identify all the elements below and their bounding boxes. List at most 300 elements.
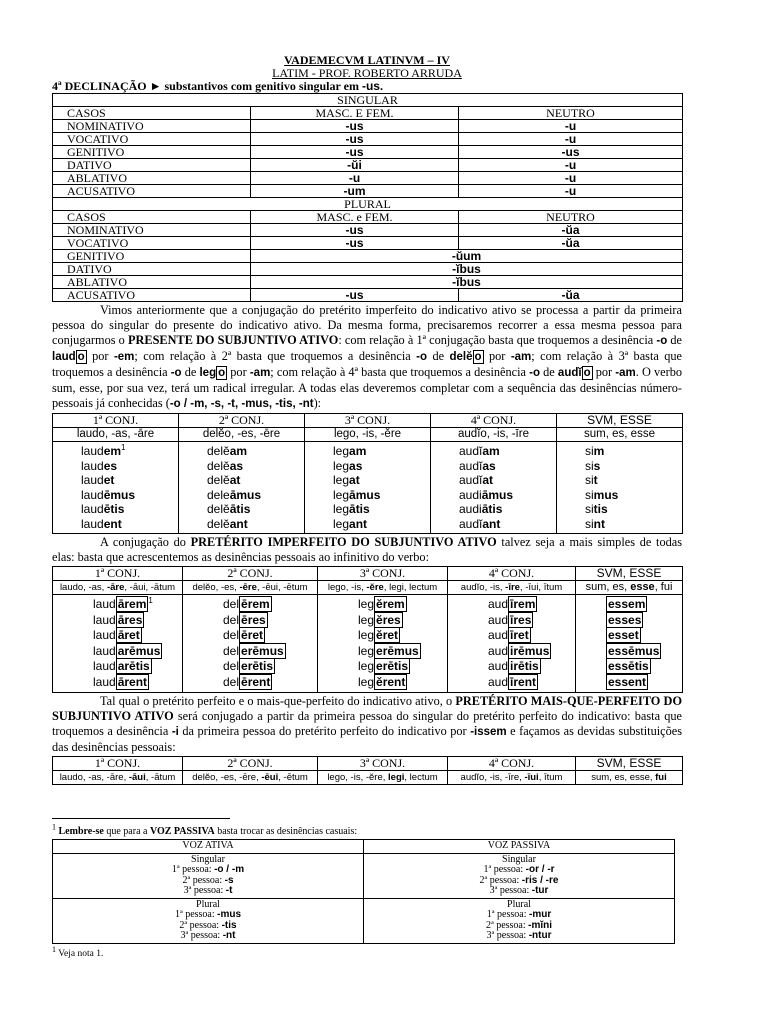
verb-stem: leg	[358, 612, 375, 627]
person-label: 3ª pessoa:	[489, 885, 532, 896]
infinitive-ending: irēmus	[510, 643, 550, 658]
verb-stem: audĭ	[459, 444, 483, 458]
verb-stem: audi	[459, 487, 482, 502]
infinitive-ending: āret	[117, 628, 140, 642]
verb-stem: leg	[333, 516, 350, 531]
passive-plural-cell	[364, 898, 675, 943]
conjugation-header: 1ª CONJ.	[53, 414, 179, 428]
conjugation-forms-cell	[53, 442, 179, 534]
infinitive-ending: ēret	[241, 628, 264, 642]
infinitive-ending: arēmus	[117, 643, 161, 658]
principal-part-text: , lectum	[404, 772, 438, 783]
voice-endings-table	[52, 839, 675, 944]
verb-stem: laud	[93, 674, 116, 689]
verb-form	[585, 502, 682, 517]
conjugation-header: SVM, ESSE	[576, 567, 683, 581]
infinitive-ending: erēmus	[376, 643, 419, 658]
present-subjunctive-table	[52, 413, 683, 534]
verb-form	[585, 517, 682, 532]
verb-ending: as	[349, 458, 363, 473]
infinitive: -ēre	[239, 582, 257, 593]
gender-column-header: NEUTRO	[459, 107, 683, 120]
infinitive-ending: essēmus	[608, 643, 660, 658]
document-page	[52, 54, 682, 785]
principal-parts: delĕo, -es, -ēre	[179, 428, 305, 442]
infinitive-ending: ārent	[117, 674, 148, 689]
infinitive-ending: ārem	[117, 597, 147, 611]
infinitive-ending: ērem	[241, 597, 270, 611]
principal-part-text: , -ēui, -ētum	[256, 582, 308, 593]
active-plural-cell	[53, 898, 364, 943]
verb-ending: am	[229, 444, 248, 458]
verb-form	[223, 597, 317, 613]
verb-stem: leg	[333, 444, 350, 458]
infinitive-ending: erētis	[376, 659, 409, 673]
verb-ending: ātis	[481, 502, 503, 516]
ending-neuter: -u	[459, 159, 683, 172]
person-ending-line	[55, 931, 361, 942]
case-name: VOCATIVO	[53, 133, 251, 146]
verb-ending: am	[482, 444, 500, 458]
infinitive-ending: ĕret	[376, 628, 399, 642]
principal-part-text: lego, -is,	[327, 582, 367, 593]
verb-stem: leg	[358, 659, 375, 673]
verb-form	[93, 613, 182, 629]
conjugation-forms-cell	[53, 595, 183, 693]
declension-row	[53, 250, 683, 263]
infinitive-ending: īres	[510, 612, 532, 627]
verb-form	[459, 473, 556, 488]
conjugation-forms-cell	[318, 595, 448, 693]
verb-form	[488, 613, 575, 629]
ending-neuter: -ŭa	[459, 289, 683, 302]
conjugation-forms-cell	[557, 442, 683, 534]
verb-stem: laud	[93, 643, 116, 658]
infinitive-ending: ĕrem	[376, 597, 405, 611]
present-subjunctive-paragraph: Vimos anteriormente que a conjugação do pretérito imperfeito do indicativo ativo se processa a partir da primeira pessoa do singular do presente do indicativo ativo. Da mesma forma, precisaremos recorrer a essa mesma pessoa para conjugarmos o PRESENTE DO SUBJUNTIVO ATIVO: com relação à 1ª conjugação basta que troquemos a desinência -o de laud o por -em; com relação à 2ª basta que troquemos a desinência -o de delĕ o por -am; com relação à 3ª basta que troquemos a desinência -o de leg o por -am; com relação à 4ª basta que troquemos a desinência -o de audĭ o por -am. O verbo sum, esse, por sua vez, terá um radical irregular. A todas elas deveremos completar com a sequência das desinências número-pessoais já conhecidas (-o / -m, -s, -t, -mus, -tis, -nt):	[52, 303, 683, 410]
verb-stem: laud	[81, 516, 104, 531]
verb-form	[333, 444, 430, 459]
case-name: DATIVO	[53, 159, 251, 172]
person-ending-line	[366, 931, 672, 942]
number-label: Plural	[196, 898, 220, 910]
document-title: VADEMECVM LATINVM – IV	[284, 53, 450, 67]
conjugation-header: SVM, ESSE	[576, 757, 683, 771]
declension-row	[53, 185, 683, 198]
verb-ending: ant	[229, 516, 248, 531]
verb-form	[585, 473, 682, 488]
ending-masc-fem: -us	[251, 133, 459, 146]
principal-parts	[183, 581, 318, 595]
verb-stem: laud	[93, 612, 116, 627]
infinitive-ending: esses	[608, 612, 642, 627]
verb-stem: del	[223, 612, 240, 627]
verb-form	[333, 517, 430, 532]
declension-section-label: SINGULAR	[53, 94, 683, 107]
principal-part-text: delĕo, -es,	[192, 582, 240, 593]
principal-parts	[318, 581, 448, 595]
verb-form	[81, 502, 178, 517]
principal-parts	[576, 771, 683, 785]
conjugation-header: 3ª CONJ.	[318, 567, 448, 581]
verb-form	[459, 444, 556, 459]
verb-form	[606, 659, 682, 675]
case-name: NOMINATIVO	[53, 224, 251, 237]
conjugation-header: 2ª CONJ.	[183, 757, 318, 771]
verb-form	[207, 502, 304, 517]
ending-masc-fem: -ŭi	[251, 159, 459, 172]
passive-voice-header: VOZ PASSIVA	[364, 840, 675, 854]
declension-section-row	[53, 198, 683, 211]
verb-form	[459, 502, 556, 517]
verb-form	[585, 444, 682, 459]
active-voice-header: VOZ ATIVA	[53, 840, 364, 854]
verb-stem: audĭ	[459, 516, 483, 531]
verb-stem: aud	[488, 659, 509, 673]
case-name: ACUSATIVO	[53, 185, 251, 198]
person-ending: -ris / -re	[521, 874, 559, 886]
verb-ending: āmus	[229, 487, 262, 502]
person-ending: -tur	[531, 885, 549, 896]
declension-row	[53, 120, 683, 133]
verb-ending: ātis	[349, 502, 370, 516]
verb-form	[223, 675, 317, 691]
principal-part-text: audĭo, -is,	[460, 582, 506, 593]
conjugation-forms-cell	[448, 595, 576, 693]
principal-parts: sum, es, esse	[557, 428, 683, 442]
verb-form	[358, 675, 447, 691]
verb-ending: ant	[482, 516, 501, 531]
verb-form	[93, 597, 182, 613]
person-ending: -ntur	[528, 930, 552, 941]
case-name: DATIVO	[53, 263, 251, 276]
principal-parts: laudo, -as, -āre	[53, 428, 179, 442]
case-name: ACUSATIVO	[53, 289, 251, 302]
passive-singular-cell	[364, 853, 675, 898]
verb-form	[93, 628, 182, 644]
infinitive-ending: essem	[608, 597, 646, 611]
conjugation-forms-cell	[183, 595, 318, 693]
principal-part-text: , -īui, ītum	[519, 582, 563, 593]
verb-form	[93, 659, 182, 675]
footnote-ref: 1	[148, 596, 153, 605]
verb-ending: tis	[593, 502, 608, 516]
verb-ending: s	[593, 458, 601, 473]
person-label: 1ª pessoa:	[483, 864, 526, 875]
verb-stem: delĕ	[207, 458, 230, 473]
verb-form	[358, 613, 447, 629]
verb-ending: āmus	[349, 487, 381, 502]
declension-row	[53, 263, 683, 276]
verb-form	[207, 473, 304, 488]
verb-form	[223, 659, 317, 675]
conjugation-header: 3ª CONJ.	[318, 757, 448, 771]
principal-parts	[576, 581, 683, 595]
person-ending: -t	[225, 885, 233, 896]
ending-all-genders: -ŭum	[251, 250, 683, 263]
declension-row	[53, 133, 683, 146]
verb-stem: audĭ	[459, 458, 483, 473]
ending-masc-fem: -u	[251, 172, 459, 185]
infinitive-ending: ērent	[241, 674, 271, 689]
principal-parts	[53, 581, 183, 595]
infinitive-ending: essent	[608, 674, 647, 689]
verb-form	[333, 488, 430, 503]
conjugation-forms-cell	[431, 442, 557, 534]
perfect-form: -īui	[524, 772, 539, 783]
ending-masc-fem: -us	[251, 224, 459, 237]
verb-stem: si	[585, 458, 594, 473]
conjugation-header: 4ª CONJ.	[448, 757, 576, 771]
verb-stem: leg	[358, 597, 375, 611]
person-label: 3ª pessoa:	[486, 930, 529, 941]
case-name: ABLATIVO	[53, 172, 251, 185]
verb-stem: aud	[488, 643, 509, 658]
infinitive-ending: ĕrent	[376, 674, 406, 689]
person-label: 3ª pessoa:	[183, 885, 226, 896]
principal-parts	[183, 771, 318, 785]
verb-stem: laud	[93, 597, 116, 611]
verb-ending: m	[593, 444, 605, 458]
ending-masc-fem: -us	[251, 146, 459, 159]
principal-part-text: , -ētum	[278, 772, 308, 783]
imperfect-subjunctive-table	[52, 566, 683, 693]
infinitive-ending: īret	[510, 628, 529, 642]
verb-form	[358, 628, 447, 644]
principal-parts: lego, -is, -ĕre	[305, 428, 431, 442]
infinitive-ending: ĕres	[376, 612, 401, 627]
principal-part-text: , -āui, -ātum	[124, 582, 176, 593]
verb-form	[488, 675, 575, 691]
person-label: 2ª pessoa:	[485, 919, 529, 931]
verb-ending: at	[482, 473, 494, 487]
person-ending: -mĭni	[528, 919, 553, 931]
verb-stem: laud	[93, 628, 116, 642]
case-name: NOMINATIVO	[53, 120, 251, 133]
verb-stem: si	[585, 516, 594, 531]
case-name: VOCATIVO	[53, 237, 251, 250]
ending-masc-fem: -us	[251, 120, 459, 133]
conjugation-forms-cell	[179, 442, 305, 534]
footnote	[52, 822, 682, 944]
declension-table	[52, 93, 683, 302]
verb-form	[81, 459, 178, 474]
declension-row	[53, 159, 683, 172]
verb-form	[93, 644, 182, 660]
verb-stem: laud	[81, 473, 104, 487]
infinitive-ending: esset	[608, 628, 639, 642]
casos-header: CASOS	[53, 211, 251, 224]
verb-form	[223, 613, 317, 629]
person-ending: -nt	[222, 930, 236, 941]
principal-part-text: sum, es, esse,	[591, 772, 656, 783]
verb-stem: leg	[333, 458, 350, 473]
verb-stem: leg	[333, 502, 350, 516]
verb-ending: ēmus	[103, 487, 136, 502]
verb-form	[333, 473, 430, 488]
gender-column-header: MASC. E FEM.	[251, 107, 459, 120]
infinitive: -īre	[505, 582, 520, 593]
principal-part-text: lego, -is, -ĕre,	[327, 772, 389, 783]
conjugation-forms-cell	[576, 595, 683, 693]
case-name: GENITIVO	[53, 146, 251, 159]
person-ending: -tis	[221, 919, 237, 931]
verb-stem: del	[223, 643, 240, 658]
verb-form	[459, 459, 556, 474]
conjugation-header: 4ª CONJ.	[448, 567, 576, 581]
person-label: 2ª pessoa:	[179, 919, 222, 931]
verb-ending: mus	[593, 487, 619, 502]
verb-stem: aud	[488, 674, 509, 689]
verb-ending: āmus	[481, 487, 514, 502]
infinitive-ending: īrent	[510, 674, 537, 689]
declension-column-header-row	[53, 107, 683, 120]
infinitive: -āre	[106, 582, 125, 593]
perfect-form: fui	[655, 772, 667, 783]
perfect-form: -ēui	[261, 772, 279, 783]
footnote-ref: 1	[121, 443, 126, 452]
conjugation-header: 4ª CONJ.	[431, 414, 557, 428]
person-ending-line	[55, 886, 361, 897]
verb-stem: laud	[81, 444, 104, 458]
person-label: 2ª pessoa:	[182, 874, 225, 886]
verb-stem: aud	[488, 628, 509, 642]
footnote-separator	[52, 818, 230, 819]
conjugation-header: 2ª CONJ.	[183, 567, 318, 581]
person-ending: -or / -r	[525, 864, 555, 875]
verb-stem: leg	[333, 473, 350, 487]
verb-ending: nt	[593, 516, 605, 531]
gender-column-header: MASC. e FEM.	[251, 211, 459, 224]
active-singular-cell	[53, 853, 364, 898]
person-ending-line	[366, 886, 672, 897]
verb-form	[459, 517, 556, 532]
verb-ending: ētis	[103, 502, 125, 516]
declension-section-row	[53, 94, 683, 107]
ending-neuter: -u	[459, 133, 683, 146]
principal-part-text: , fui	[654, 581, 673, 593]
verb-stem: del	[223, 674, 240, 689]
ending-masc-fem: -us	[251, 289, 459, 302]
principal-part-text: audĭo, -is, -īre,	[460, 772, 525, 783]
verb-form	[223, 628, 317, 644]
verb-ending: et	[103, 473, 115, 487]
verb-form	[488, 644, 575, 660]
verb-form	[459, 488, 556, 503]
principal-parts: audĭo, -is, -īre	[431, 428, 557, 442]
verb-stem: del	[223, 659, 240, 673]
principal-parts	[448, 581, 576, 595]
declension-section-label: PLURAL	[53, 198, 683, 211]
verb-form	[488, 659, 575, 675]
verb-form	[585, 488, 682, 503]
verb-ending: as	[229, 458, 244, 473]
verb-ending: ent	[103, 516, 122, 531]
infinitive-ending: ēres	[241, 612, 266, 627]
verb-stem: del	[223, 628, 240, 642]
verb-form	[207, 444, 304, 459]
ending-all-genders: -ĭbus	[251, 276, 683, 289]
infinitive-ending: irētis	[510, 659, 539, 673]
declension-row	[53, 172, 683, 185]
pluperfect-subjunctive-table	[52, 756, 683, 785]
case-name: ABLATIVO	[53, 276, 251, 289]
verb-stem: leg	[333, 487, 350, 502]
verb-ending: t	[593, 473, 598, 487]
verb-form	[606, 613, 682, 629]
ending-neuter: -u	[459, 120, 683, 133]
verb-stem: si	[585, 487, 594, 502]
verb-form	[606, 597, 682, 613]
person-ending: -s	[224, 874, 234, 886]
infinitive-ending: āres	[117, 612, 143, 627]
footnote-text: $^1$ Lembre-se que para a VOZ PASSIVA basta trocar as desinências casuais:	[52, 822, 358, 837]
verb-form	[606, 675, 682, 691]
verb-form	[207, 488, 304, 503]
verb-form	[488, 597, 575, 613]
number-label: Singular	[191, 853, 225, 865]
imperfect-subjunctive-paragraph: A conjugação do PRETÉRITO IMPERFEITO DO SUBJUNTIVO ATIVO talvez seja a mais simples de todas elas: basta que acrescentemos as desinências pessoais ao infinitivo do verbo:	[52, 535, 682, 564]
infinitive-ending: erēmus	[241, 643, 284, 658]
pluperfect-subjunctive-paragraph: Tal qual o pretérito perfeito e o mais-que-perfeito do indicativo ativo, o PRETÉRITO MAIS-QUE-PERFEITO DO SUBJUNTIVO ATIVO será conjugado a partir da primeira pessoa do singular do pretérito perfeito do indicativo: basta que troquemos a desinência -i da primeira pessoa do pretérito perfeito do indicativo por -issem e façamos as devidas substituições das desinências pessoais:	[52, 694, 683, 754]
verb-form	[358, 644, 447, 660]
verb-stem: si	[585, 444, 594, 458]
verb-form	[207, 459, 304, 474]
person-ending: -mus	[217, 909, 242, 920]
conjugation-header: 1ª CONJ.	[53, 567, 183, 581]
principal-parts	[318, 771, 448, 785]
principal-part-text: laudo, -as, -āre,	[59, 772, 129, 783]
verb-stem: dele	[207, 487, 230, 502]
infinitive-ending: arētis	[117, 659, 150, 673]
principal-parts	[53, 771, 183, 785]
verb-form	[606, 628, 682, 644]
verb-form	[333, 459, 430, 474]
ending-neuter: -u	[459, 185, 683, 198]
declension-heading: 4ª DECLINAÇÃO ► substantivos com genitivo singular em -us.	[52, 79, 383, 93]
verb-ending: ātis	[229, 502, 251, 516]
gender-column-header: NEUTRO	[459, 211, 683, 224]
conjugation-forms-cell	[305, 442, 431, 534]
verb-form	[585, 459, 682, 474]
principal-part-text: , -ātum	[145, 772, 176, 783]
infinitive: -ĕre	[366, 582, 384, 593]
declension-row	[53, 289, 683, 302]
conjugation-header: 3ª CONJ.	[305, 414, 431, 428]
declension-column-header-row	[53, 211, 683, 224]
verb-stem: leg	[358, 674, 375, 689]
ending-masc-fem: -um	[251, 185, 459, 198]
verb-ending: es	[103, 458, 118, 473]
number-label: Plural	[507, 898, 531, 910]
verb-ending: as	[482, 458, 496, 473]
verb-stem: delĕ	[207, 473, 230, 487]
ending-all-genders: -ĭbus	[251, 263, 683, 276]
verb-form	[606, 644, 682, 660]
verb-stem: si	[585, 502, 594, 516]
verb-stem: audĭ	[459, 473, 483, 487]
person-ending: -mur	[528, 909, 552, 920]
verb-stem: audi	[459, 502, 482, 516]
verb-form	[81, 473, 178, 488]
person-label: 1ª pessoa:	[174, 909, 218, 920]
perfect-form: legi	[388, 772, 405, 783]
principal-part-text: laudo, -as,	[59, 582, 107, 593]
infinitive: esse	[630, 581, 655, 593]
person-label: 2ª pessoa:	[479, 874, 522, 886]
verb-stem: delĕ	[207, 516, 230, 531]
infinitive-ending: īrem	[510, 597, 536, 611]
